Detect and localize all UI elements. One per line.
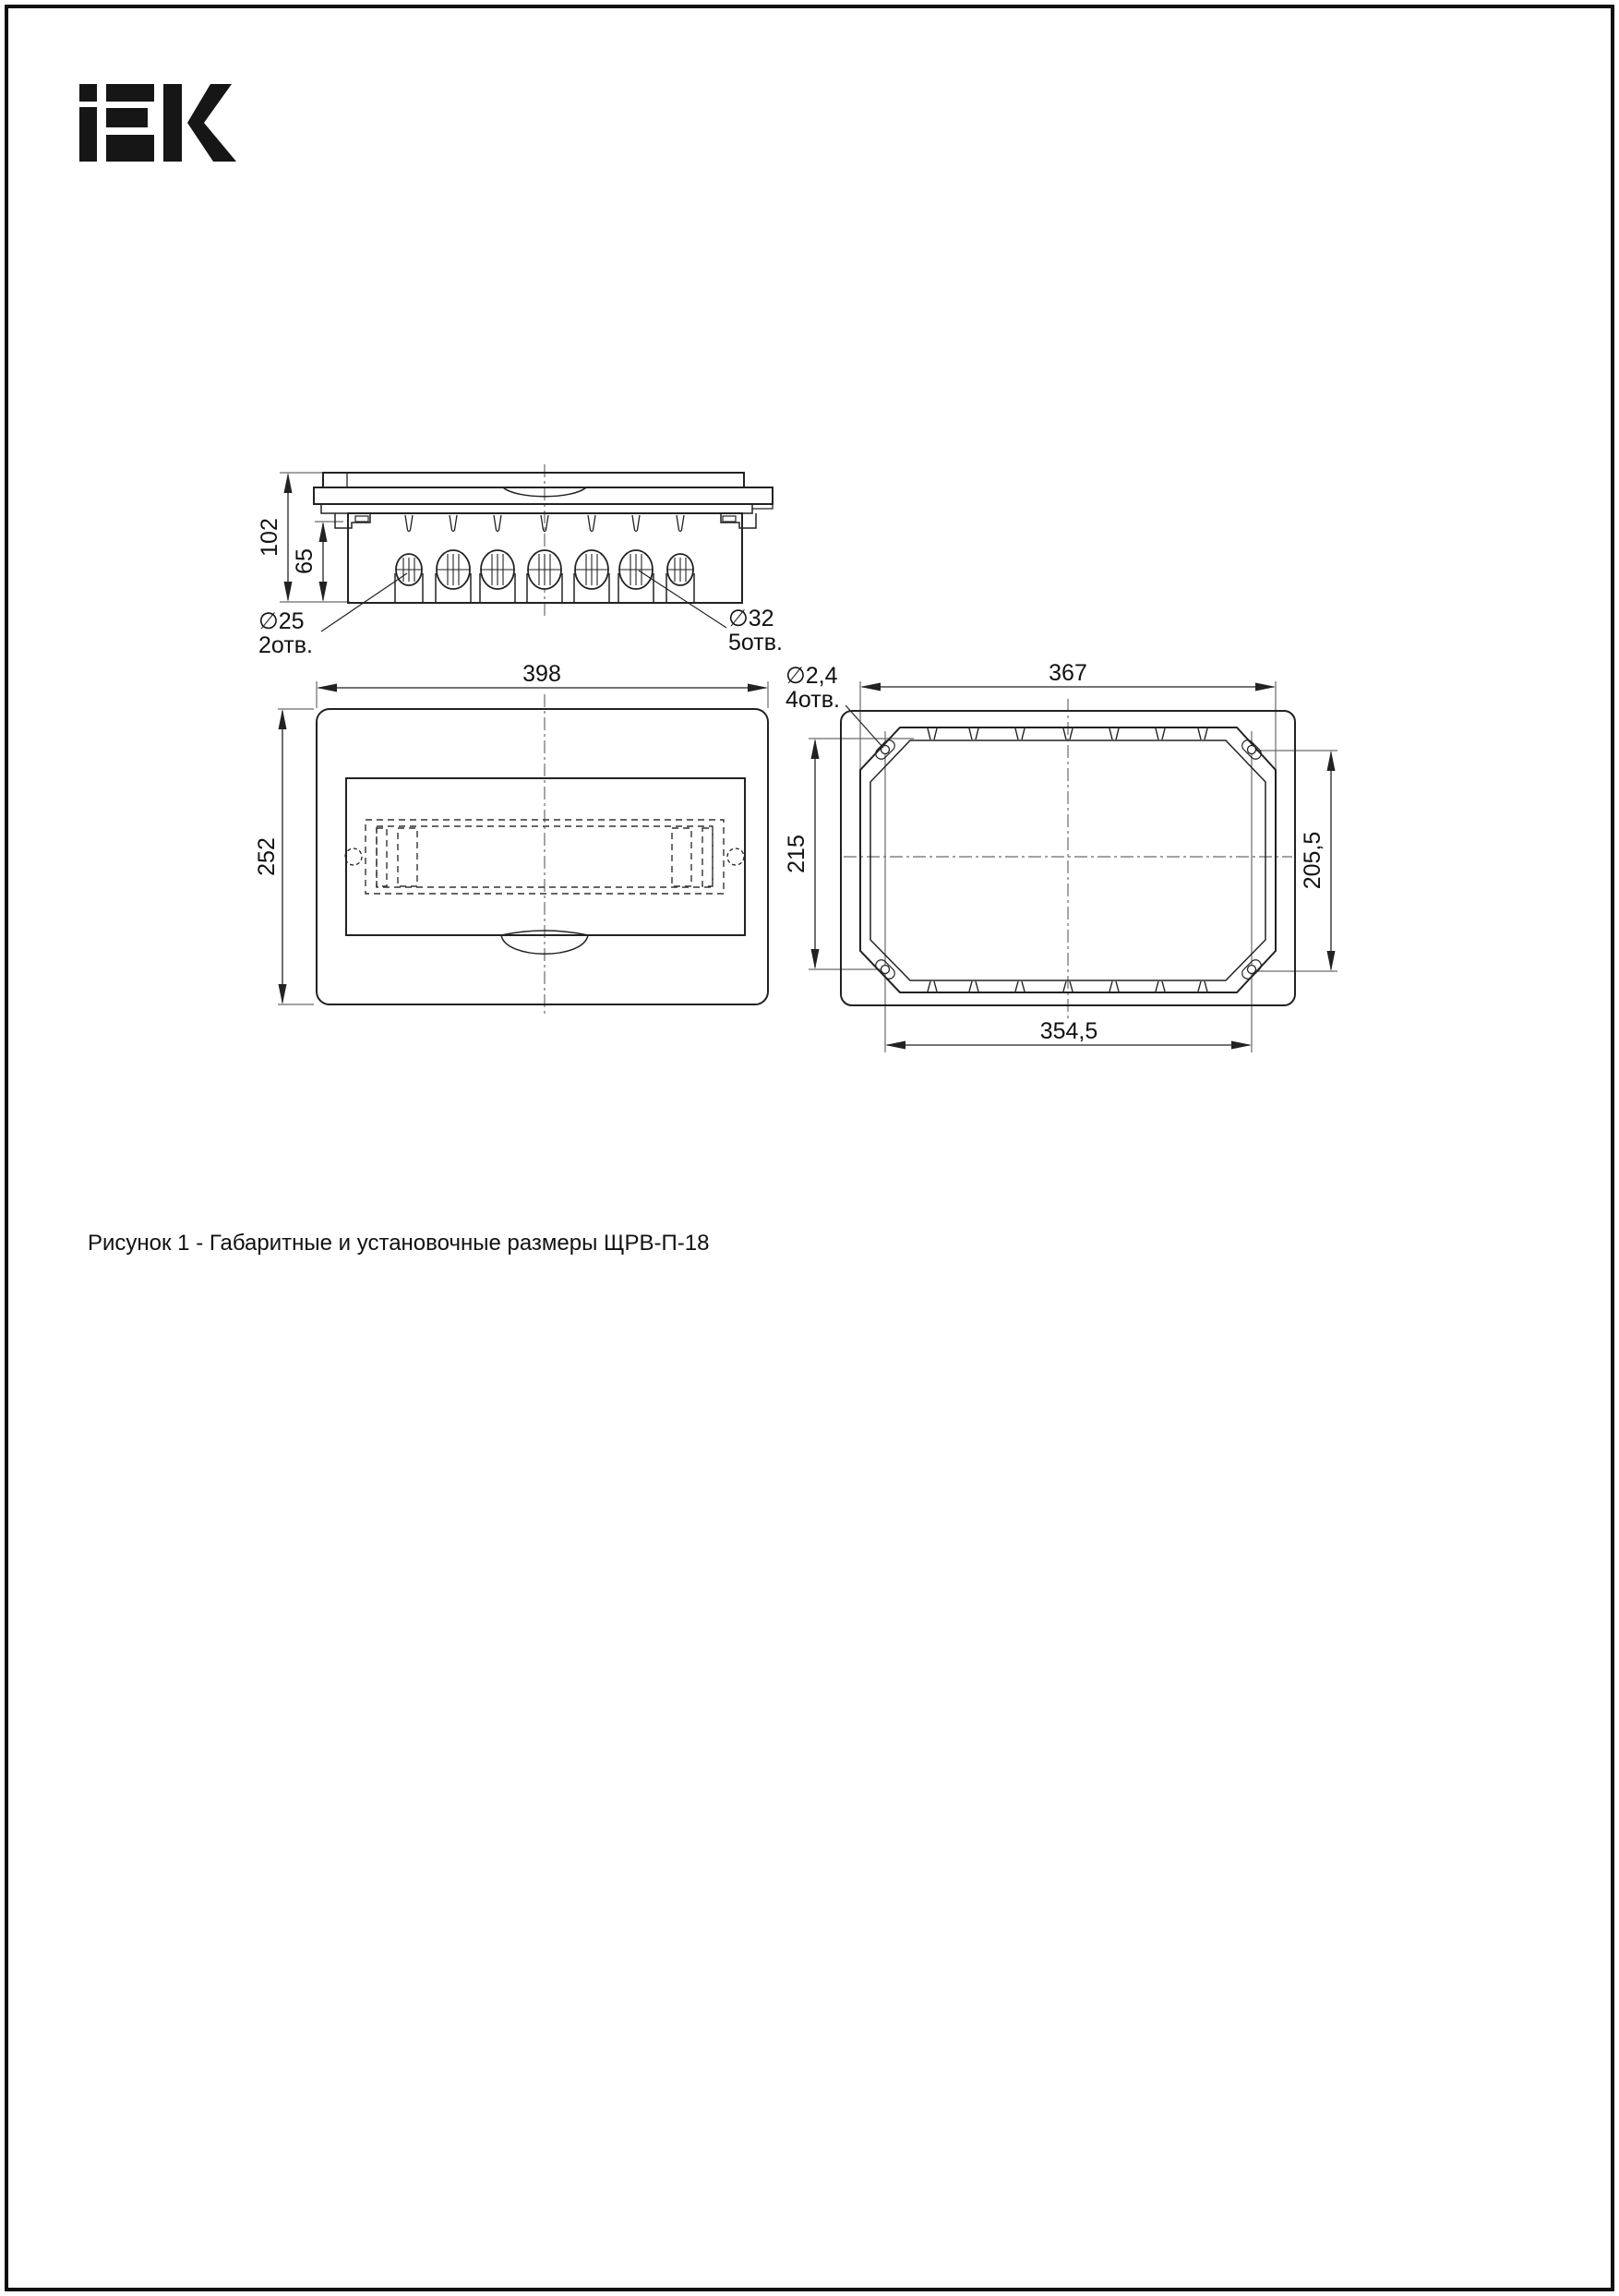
dim-252-label: 252 <box>254 837 280 876</box>
front-view <box>254 661 768 1017</box>
dim-398-label: 398 <box>522 661 561 687</box>
front-outer-box <box>317 709 768 1004</box>
dim-205-5-label: 205,5 <box>1300 831 1325 890</box>
mount-hole-diameter: ∅2,4 <box>786 663 838 689</box>
side-view <box>257 464 783 658</box>
iek-logo <box>79 84 236 162</box>
side-lid <box>323 473 744 487</box>
knockout-large-count: 5отв. <box>728 630 783 655</box>
dim-102-label: 102 <box>257 518 282 557</box>
page-border <box>6 6 1613 2290</box>
front-door <box>346 778 745 935</box>
side-frame-strip <box>321 504 752 513</box>
dim-367-label: 367 <box>1049 660 1087 686</box>
rear-view <box>784 660 1337 1052</box>
dim-102 <box>284 473 293 602</box>
dim-65-label: 65 <box>292 548 318 574</box>
dim-215 <box>811 739 820 969</box>
front-screw-right <box>727 848 744 865</box>
dim-215-label: 215 <box>784 835 810 873</box>
dim-205-5 <box>1327 751 1336 971</box>
rear-frame-outer <box>860 727 1276 992</box>
dim-65 <box>319 522 328 602</box>
dim-354-5-label: 354,5 <box>1039 1018 1098 1044</box>
knockout-large-diameter: ∅32 <box>728 606 774 631</box>
knockout-small-count: 2отв. <box>258 632 313 658</box>
figure-caption: Рисунок 1 - Габаритные и установочные размеры ЩРВ-П-18 <box>88 1231 710 1256</box>
front-screw-left <box>345 848 362 865</box>
knockout-small-diameter: ∅25 <box>258 608 305 634</box>
mount-hole-count: 4отв. <box>786 687 840 713</box>
